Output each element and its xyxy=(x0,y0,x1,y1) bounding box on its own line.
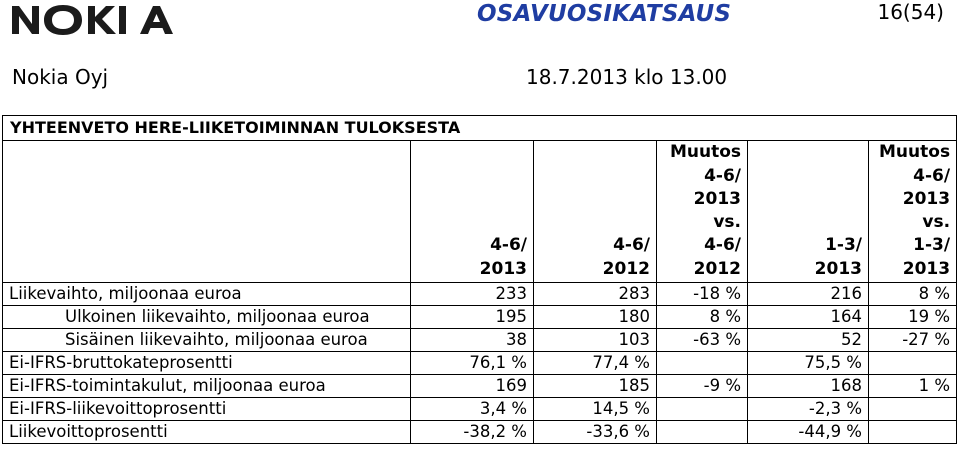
table-header-row xyxy=(3,141,957,283)
table-cell: -63 % xyxy=(657,329,748,352)
table-cell: -18 % xyxy=(657,283,748,306)
table-cell xyxy=(869,421,957,444)
column-header-line: 2013 xyxy=(814,258,862,279)
table-cell: 3,4 % xyxy=(411,398,534,421)
column-header-line: vs. xyxy=(922,212,951,233)
table-cell: 77,4 % xyxy=(534,352,657,375)
table-cell: 195 xyxy=(411,306,534,329)
table-cell: -44,9 % xyxy=(748,421,869,444)
row-label: Ei-IFRS-liikevoittoprosentti xyxy=(3,398,411,421)
table-cell xyxy=(869,398,957,421)
column-header xyxy=(748,141,869,283)
report-title: OSAVUOSIKATSAUS xyxy=(477,1,732,27)
page-number: 16(54) xyxy=(877,0,944,24)
release-date: 18.7.2013 klo 13.00 xyxy=(526,65,728,89)
table-body xyxy=(3,283,957,444)
header-empty-cell xyxy=(3,141,411,283)
table-row xyxy=(3,306,957,329)
table-cell: 168 xyxy=(748,375,869,398)
table-cell: 233 xyxy=(411,283,534,306)
table-cell: -2,3 % xyxy=(748,398,869,421)
table-cell: 75,5 % xyxy=(748,352,869,375)
column-header-line: 4-6/ xyxy=(704,235,741,256)
table-cell: 76,1 % xyxy=(411,352,534,375)
table-cell: -27 % xyxy=(869,329,957,352)
row-label: Ulkoinen liikevaihto, miljoonaa euroa xyxy=(3,306,411,329)
company-name: Nokia Oyj xyxy=(12,65,109,89)
column-header-line: 1-3/ xyxy=(825,235,862,256)
table-title: YHTEENVETO HERE-LIIKETOIMINNAN TULOKSESTA xyxy=(3,116,957,141)
table-cell: 169 xyxy=(411,375,534,398)
table-cell: -9 % xyxy=(657,375,748,398)
row-label: Ei-IFRS-toimintakulut, miljoonaa euroa xyxy=(3,375,411,398)
table-row xyxy=(3,352,957,375)
table-cell: 103 xyxy=(534,329,657,352)
column-header-line: 2013 xyxy=(902,258,951,279)
table-cell: 283 xyxy=(534,283,657,306)
table-cell xyxy=(869,352,957,375)
table-cell: 38 xyxy=(411,329,534,352)
column-header-line: vs. xyxy=(713,212,741,233)
row-label: Sisäinen liikevaihto, miljoonaa euroa xyxy=(3,329,411,352)
column-header xyxy=(657,141,748,283)
row-label: Liikevoittoprosentti xyxy=(3,421,411,444)
table-cell: 164 xyxy=(748,306,869,329)
row-label: Liikevaihto, miljoonaa euroa xyxy=(3,283,411,306)
column-header-line: Muutos xyxy=(669,142,741,163)
column-header-line: 2012 xyxy=(602,258,650,279)
column-header-line: 1-3/ xyxy=(913,235,951,256)
table-row xyxy=(3,283,957,306)
table-title-row xyxy=(3,116,957,141)
table-cell: 52 xyxy=(748,329,869,352)
table-row xyxy=(3,421,957,444)
column-header xyxy=(534,141,657,283)
column-header-line: 2013 xyxy=(693,188,741,209)
table-row xyxy=(3,398,957,421)
table-cell xyxy=(657,352,748,375)
results-table xyxy=(2,115,957,444)
column-header-line: 2013 xyxy=(479,258,527,279)
table-cell: 185 xyxy=(534,375,657,398)
nokia-logo xyxy=(12,5,174,35)
column-header-line: 2013 xyxy=(902,188,951,209)
table-cell: -38,2 % xyxy=(411,421,534,444)
column-header xyxy=(411,141,534,283)
table-cell: 216 xyxy=(748,283,869,306)
column-header-line: 4-6/ xyxy=(704,165,741,186)
row-label: Ei-IFRS-bruttokateprosentti xyxy=(3,352,411,375)
table-cell xyxy=(657,421,748,444)
table-row xyxy=(3,375,957,398)
column-header-line: 4-6/ xyxy=(613,235,650,256)
column-header-line: 4-6/ xyxy=(490,235,527,256)
table-cell: 8 % xyxy=(869,283,957,306)
column-header-line: Muutos xyxy=(879,142,951,163)
table-cell: 19 % xyxy=(869,306,957,329)
table-cell: 14,5 % xyxy=(534,398,657,421)
column-header-line: 4-6/ xyxy=(913,165,951,186)
table-cell: -33,6 % xyxy=(534,421,657,444)
table-cell: 1 % xyxy=(869,375,957,398)
table-row xyxy=(3,329,957,352)
table-cell xyxy=(657,398,748,421)
table-cell: 8 % xyxy=(657,306,748,329)
column-header xyxy=(869,141,957,283)
column-header-line: 2012 xyxy=(693,258,741,279)
table-cell: 180 xyxy=(534,306,657,329)
